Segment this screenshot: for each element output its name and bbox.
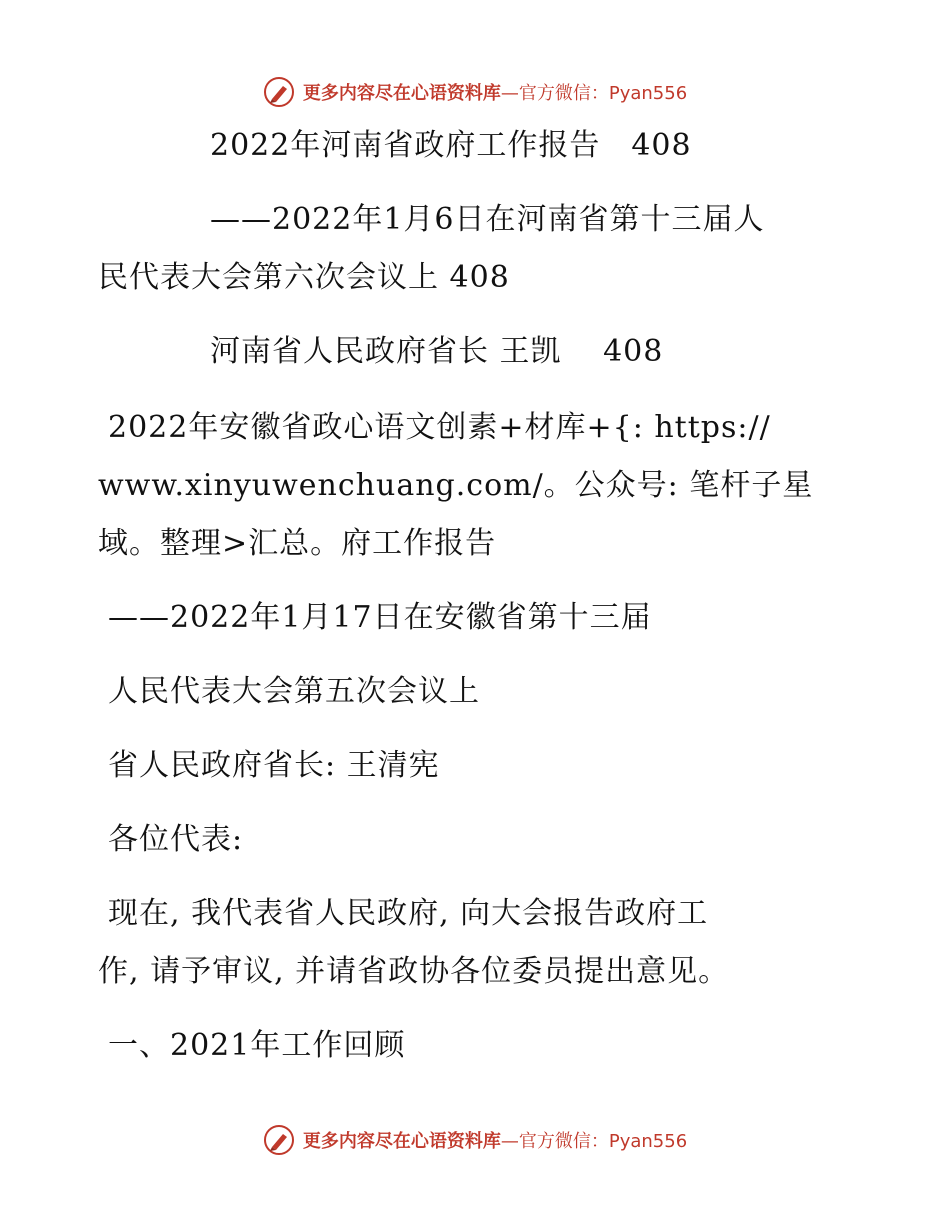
doc-subtitle-anhui-2: 人民代表大会第五次会议上	[108, 674, 480, 709]
doc-subtitle-anhui-1: ——2022年1月17日在安徽省第十三届	[108, 600, 652, 635]
doc-title-anhui-3: 域。整理>汇总。府工作报告	[98, 526, 497, 561]
banner-brand: 更多内容尽在心语资料库	[302, 1131, 501, 1152]
pen-logo-icon	[263, 1124, 295, 1156]
doc-author-henan: 河南省人民政府省长 王凯 408	[210, 334, 664, 369]
doc-section-heading: 一、2021年工作回顾	[108, 1028, 406, 1063]
pen-logo-icon	[263, 76, 295, 108]
doc-salutation: 各位代表:	[108, 822, 244, 857]
doc-author-anhui: 省人民政府省长: 王清宪	[108, 748, 440, 783]
banner-official: —官方微信：Pyan556	[500, 83, 688, 104]
doc-paragraph-2: 作, 请予审议, 并请省政协各位委员提出意见。	[98, 954, 730, 989]
doc-title-henan: 2022年河南省政府工作报告 408	[210, 128, 692, 163]
doc-paragraph-1: 现在, 我代表省人民政府, 向大会报告政府工	[108, 896, 709, 931]
doc-title-anhui-1: 2022年安徽省政心语文创素+材库+{: https://	[108, 410, 771, 445]
doc-subtitle-henan-1: ——2022年1月6日在河南省第十三届人	[210, 202, 765, 237]
doc-title-anhui-2: www.xinyuwenchuang.com/。公众号: 笔杆子星	[98, 468, 814, 503]
header-banner	[0, 72, 950, 112]
banner-official: —官方微信：Pyan556	[500, 1131, 688, 1152]
doc-subtitle-henan-2: 民代表大会第六次会议上 408	[98, 260, 510, 295]
footer-banner	[0, 1120, 950, 1160]
banner-brand: 更多内容尽在心语资料库	[302, 83, 501, 104]
